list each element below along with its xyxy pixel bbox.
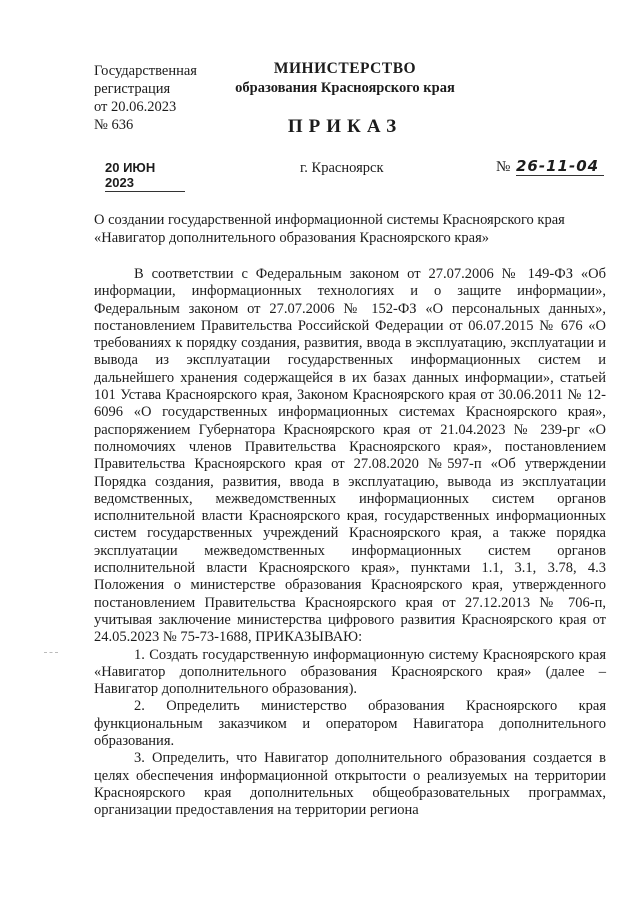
registration-number: № 636 [94,117,134,133]
registration-block [94,62,197,134]
subject-line: О создании государственной информационной системы Красноярского края [94,212,565,228]
order-number-handwritten: 26-11-04 [516,157,604,176]
subject-line: «Навигатор дополнительного образования Красноярского края» [94,230,489,246]
ministry-subtitle: образования Красноярского края [235,80,455,96]
order-body [94,266,606,820]
registration-date: от 20.06.2023 [94,99,177,115]
order-item-2: 2. Определить министерство образования Красноярского края функциональным заказчиком и оператором Навигатора дополнительного образования. [94,698,606,750]
preamble-paragraph: В соответствии с Федеральным законом от 27.07.2006 № 149-ФЗ «Об информации, информационных технологиях и о защите информации», Федеральным законом от 27.07.2006 № 152-ФЗ «О персональных данных», постановлением Правительства Российской Федерации от 06.07.2015 № 676 «О требованиях к порядку создания, развития, ввода в эксплуатацию, эксплуатации и вывода из эксплуатации государственных информационных систем и дальнейшего хранения содержащейся в их базах данных информации», статьей 101 Устава Красноярского края, Законом Красноярского края от 30.06.2011 № 12-6096 «О государственных информационных системах Красноярского края», распоряжением Губернатора Красноярского края от 21.04.2023 № 239-рг «О полномочиях членов Правительства Красноярского края», постановлением Правительства Красноярского края от 27.08.2020 №597-п «Об утверждении Порядка создания, развития, ввода в эксплуатацию, вывода из эксплуатации ведомственных, межведомственных информационных систем органов исполнительной власти Красноярского края, государственных информационных систем государственных учреждений Красноярского края, а также порядка эксплуатации межведомственных информационных систем органов исполнительной власти Красноярского края», пунктами 1.1, 3.1, 3.78, 4.3 Положения о министерстве образования Красноярского края, утвержденного постановлением Правительства Красноярского края от 27.12.2013 № 706-п, учитывая заключение министерства цифрового развития Красноярского края от 24.05.2023 № 75-73-1688, ПРИКАЗЫВАЮ: [94,266,606,646]
registration-line: регистрация [94,81,171,97]
order-item-1: 1. Создать государственную информационную систему Красноярского края «Навигатор дополнительного образования Красноярского края» (далее – Навигатор дополнительного образования). [94,646,606,698]
ministry-title: МИНИСТЕРСТВО [273,60,417,77]
order-subject [94,211,606,247]
margin-mark [44,652,58,653]
order-date-stamp: 20 ИЮН 2023 [105,160,185,192]
registration-line: Государственная [94,63,197,79]
number-sign: № [496,159,511,175]
city: г. Красноярск [300,160,384,176]
order-item-3: 3. Определить, что Навигатор дополнительного образования создается в целях обеспечения информационной открытости о реализуемых на территории Красноярского края дополнительных общеобразовательных программах, организации предоставления на территории региона [94,750,606,819]
document-type: ПРИКАЗ [287,116,403,137]
